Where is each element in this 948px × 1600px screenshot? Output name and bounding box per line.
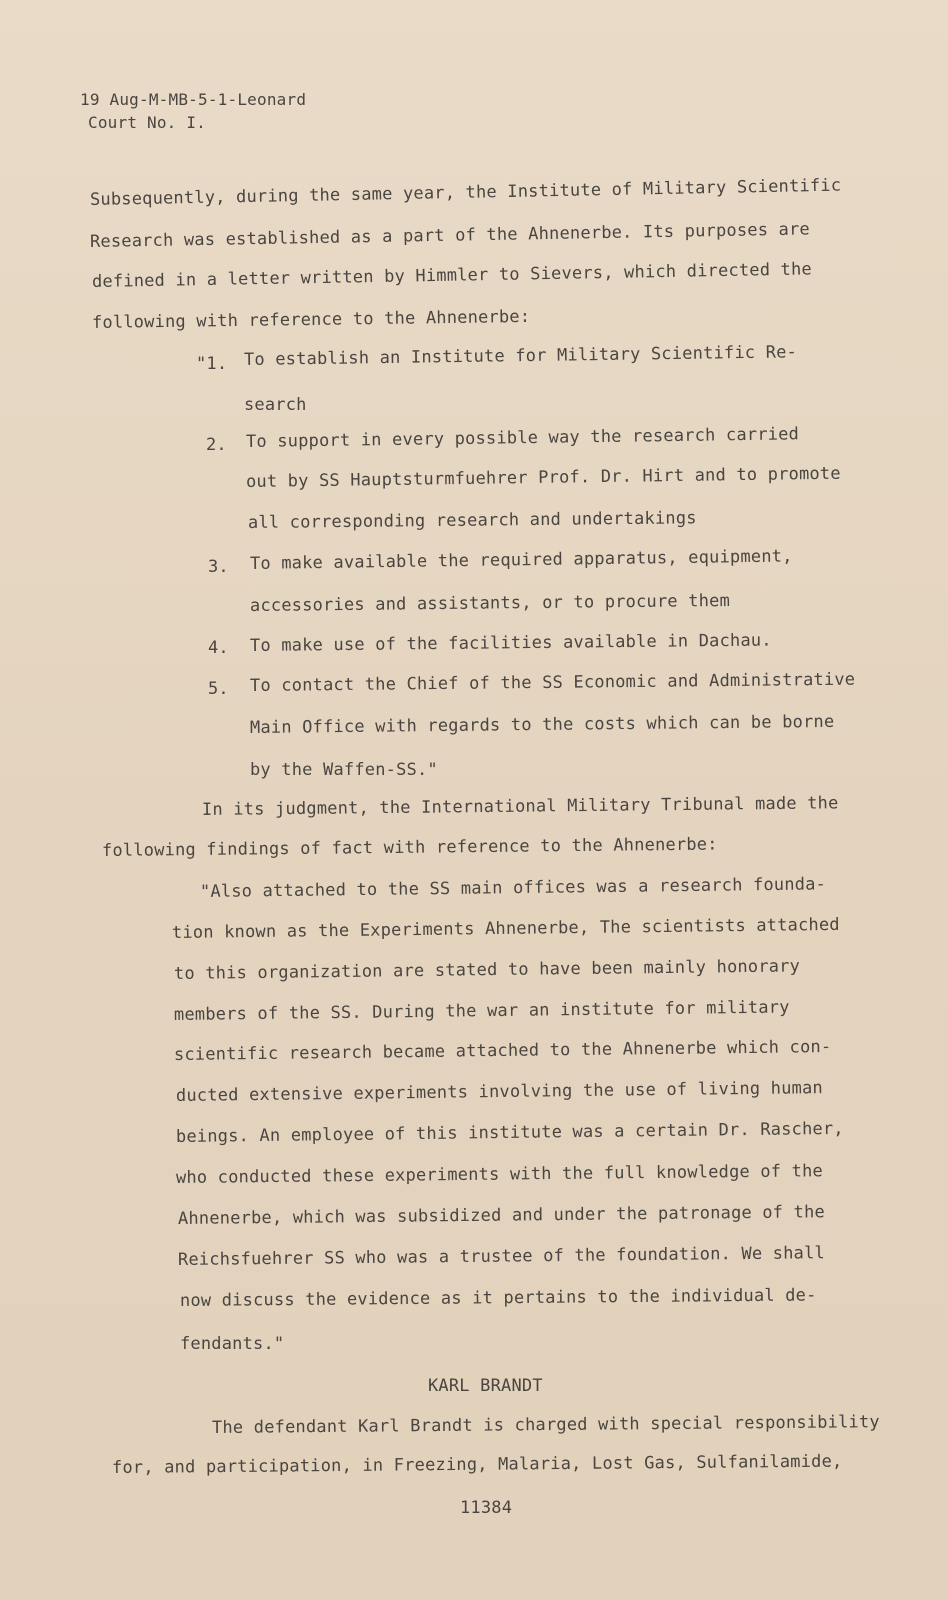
item-line: accessories and assistants, or to procure them: [249, 590, 731, 616]
quote-line: now discuss the evidence as it pertains to the individual de-: [179, 1285, 817, 1311]
item-line: To contact the Chief of the SS Economic and Administrative: [249, 669, 856, 696]
section-heading: KARL BRANDT: [428, 1376, 543, 1396]
quote-line: who conducted these experiments with the full knowledge of the: [175, 1161, 824, 1188]
quote-line: to this organization are stated to have been mainly honorary: [173, 956, 801, 984]
item-number: 2.: [206, 435, 227, 455]
item-line: out by SS Hauptsturmfuehrer Prof. Dr. Hirt and to promote: [245, 463, 841, 492]
quote-line: fendants.": [180, 1334, 285, 1354]
item-line: Main Office with regards to the costs which can be borne: [249, 711, 835, 738]
item-number: 5.: [208, 679, 229, 699]
item-number: 3.: [208, 557, 229, 577]
intro-line: following with reference to the Ahnenerbe:: [91, 306, 531, 333]
header-court: Court No. I.: [88, 113, 206, 132]
quote-line: scientific research became attached to the Ahnenerbe which con-: [173, 1036, 832, 1065]
quote-line: tion known as the Experiments Ahnenerbe, The scientists attached: [171, 914, 840, 943]
quote-line: Ahnenerbe, which was subsidized and under the patronage of the: [177, 1202, 826, 1229]
brandt-line: for, and participation, in Freezing, Malaria, Lost Gas, Sulfanilamide,: [111, 1451, 843, 1478]
item-line: To make available the required apparatus, equipment,: [249, 546, 793, 574]
judgment-line: following findings of fact with reference to the Ahnenerbe:: [101, 834, 718, 861]
item-line: To support in every possible way the research carried: [245, 424, 800, 452]
item-number: "1.: [196, 354, 228, 374]
quote-line: ducted extensive experiments involving the use of living human: [175, 1078, 824, 1106]
intro-line: Subsequently, during the same year, the Institute of Military Scientific: [89, 175, 842, 210]
item-number: 4.: [208, 638, 229, 658]
header-reference: 19 Aug-M-MB-5-1-Leonard: [80, 90, 307, 109]
brandt-line: The defendant Karl Brandt is charged with special responsibility: [211, 1412, 880, 1438]
judgment-line: In its judgment, the International Military Tribunal made the: [201, 793, 839, 820]
item-line: all corresponding research and undertakings: [247, 508, 697, 533]
item-line: To establish an Institute for Military Scientific Re-: [243, 342, 798, 370]
item-line: by the Waffen-SS.": [250, 760, 438, 780]
quote-line: beings. An employee of this institute was a certain Dr. Rascher,: [175, 1118, 844, 1147]
quote-line: "Also attached to the SS main offices was a research founda-: [199, 874, 827, 902]
intro-line: Research was established as a part of the Ahnenerbe. Its purposes are: [89, 219, 811, 252]
intro-line: defined in a letter written by Himmler to Sievers, which directed the: [91, 259, 813, 292]
quote-line: members of the SS. During the war an institute for military: [173, 997, 790, 1025]
page-number: 11384: [460, 1498, 513, 1518]
item-line: To make use of the facilities available in Dachau.: [249, 630, 772, 656]
item-line: search: [244, 395, 307, 415]
quote-line: Reichsfuehrer SS who was a trustee of the foundation. We shall: [177, 1243, 826, 1270]
